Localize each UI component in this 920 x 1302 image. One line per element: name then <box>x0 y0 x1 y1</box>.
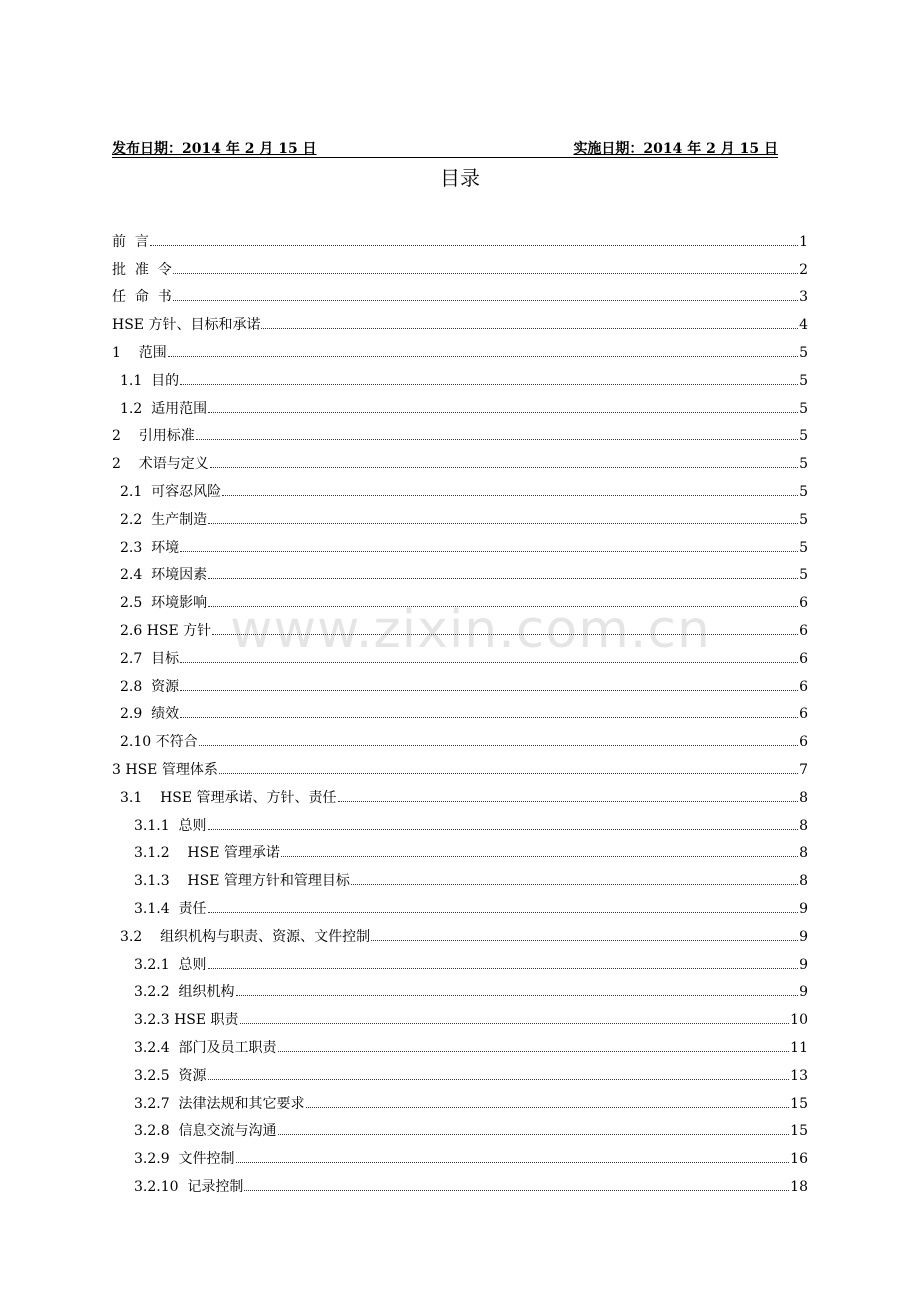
toc-leader-dots <box>278 1050 790 1052</box>
toc-entry-page: 16 <box>790 1151 808 1168</box>
toc-entry-page: 6 <box>799 678 808 695</box>
toc-entry-label: 3.1.4 责任 <box>134 900 207 917</box>
toc-entry[interactable] <box>112 611 808 639</box>
toc-leader-dots <box>180 383 798 385</box>
toc-leader-dots <box>236 994 799 996</box>
toc-entry-page: 6 <box>799 650 808 667</box>
toc-entry[interactable] <box>112 1167 808 1195</box>
toc-entry-label: 3.2.7 法律法规和其它要求 <box>134 1095 305 1112</box>
toc-entry-page: 7 <box>799 761 808 778</box>
toc-entry-page: 8 <box>799 845 808 862</box>
toc-leader-dots <box>208 577 798 579</box>
toc-leader-dots <box>168 355 798 357</box>
toc-entry[interactable] <box>112 556 808 584</box>
toc-leader-dots <box>306 1106 790 1108</box>
toc-entry[interactable] <box>112 889 808 917</box>
toc-entry-page: 4 <box>799 317 808 334</box>
toc-entry[interactable] <box>112 250 808 278</box>
toc-entry-page: 3 <box>799 289 808 306</box>
toc-entry[interactable] <box>112 472 808 500</box>
toc-entry[interactable] <box>112 1084 808 1112</box>
toc-entry[interactable] <box>112 361 808 389</box>
toc-leader-dots <box>240 1022 790 1024</box>
toc-entry[interactable] <box>112 583 808 611</box>
table-of-contents <box>112 222 808 1195</box>
watermark: www.zixin.com.cn <box>230 600 711 660</box>
effective-date: 实施日期：2014 年 2 月 15 日 <box>573 141 778 157</box>
toc-leader-dots <box>199 744 798 746</box>
toc-entry-label: 批 准 令 <box>112 261 172 278</box>
toc-entry[interactable] <box>112 778 808 806</box>
toc-entry-page: 5 <box>799 539 808 556</box>
toc-entry-page: 5 <box>799 400 808 417</box>
toc-entry-label: 3.2.5 资源 <box>134 1067 207 1084</box>
toc-entry-label: 2.8 资源 <box>120 678 180 695</box>
toc-entry-label: 2.9 绩效 <box>120 706 180 723</box>
toc-entry[interactable] <box>112 750 808 778</box>
toc-entry-label: 3.2.8 信息交流与沟通 <box>134 1123 277 1140</box>
toc-entry-page: 5 <box>799 567 808 584</box>
toc-entry[interactable] <box>112 278 808 306</box>
toc-entry[interactable] <box>112 1000 808 1028</box>
toc-entry-label: 2.2 生产制造 <box>120 511 208 528</box>
toc-entry-label: 3.2.9 文件控制 <box>134 1151 235 1168</box>
toc-leader-dots <box>180 716 798 718</box>
toc-entry[interactable] <box>112 973 808 1001</box>
toc-entry-label: 2.5 环境影响 <box>120 595 208 612</box>
toc-leader-dots <box>261 327 798 329</box>
toc-leader-dots <box>180 661 798 663</box>
toc-entry-label: 2 术语与定义 <box>112 456 209 473</box>
toc-entry-page: 1 <box>799 233 808 250</box>
toc-leader-dots <box>278 1133 790 1135</box>
toc-leader-dots <box>351 883 798 885</box>
toc-entry[interactable] <box>112 222 808 250</box>
toc-entry[interactable] <box>112 528 808 556</box>
toc-leader-dots <box>180 689 798 691</box>
toc-entry-page: 5 <box>799 456 808 473</box>
toc-entry-page: 9 <box>799 984 808 1001</box>
toc-entry[interactable] <box>112 695 808 723</box>
toc-leader-dots <box>173 272 798 274</box>
toc-entry-label: 1.1 目的 <box>120 372 180 389</box>
toc-leader-dots <box>208 828 799 830</box>
toc-entry-label: 3.2 组织机构与职责、资源、文件控制 <box>120 928 371 945</box>
toc-entry-page: 8 <box>799 789 808 806</box>
toc-leader-dots <box>150 244 798 246</box>
toc-leader-dots <box>208 967 799 969</box>
toc-entry-page: 6 <box>799 706 808 723</box>
toc-leader-dots <box>173 299 798 301</box>
toc-leader-dots <box>208 1078 790 1080</box>
toc-leader-dots <box>208 605 798 607</box>
toc-entry-page: 9 <box>799 900 808 917</box>
toc-leader-dots <box>222 494 798 496</box>
toc-entry-page: 5 <box>799 428 808 445</box>
toc-entry-label: 3.2.2 组织机构 <box>134 984 235 1001</box>
toc-entry[interactable] <box>112 945 808 973</box>
toc-entry-page: 15 <box>790 1123 808 1140</box>
toc-entry-label: 2.6 HSE 方针 <box>120 622 212 639</box>
toc-entry-page: 8 <box>799 873 808 890</box>
toc-entry-label: 任 命 书 <box>112 289 172 306</box>
toc-entry-page: 11 <box>790 1039 808 1056</box>
toc-entry-label: 3.2.4 部门及员工职责 <box>134 1039 277 1056</box>
toc-entry-page: 18 <box>790 1178 808 1195</box>
toc-leader-dots <box>244 1189 789 1191</box>
toc-entry[interactable] <box>112 917 808 945</box>
toc-leader-dots <box>208 411 798 413</box>
toc-entry-label: 2.3 环境 <box>120 539 180 556</box>
toc-entry[interactable] <box>112 639 808 667</box>
toc-entry[interactable] <box>112 389 808 417</box>
toc-entry-page: 6 <box>799 595 808 612</box>
toc-entry[interactable] <box>112 722 808 750</box>
toc-entry[interactable] <box>112 806 808 834</box>
toc-leader-dots <box>236 1161 790 1163</box>
toc-leader-dots <box>219 772 798 774</box>
toc-entry-label: 3.1.2 HSE 管理承诺 <box>134 845 280 862</box>
toc-entry-page: 2 <box>799 261 808 278</box>
toc-leader-dots <box>212 633 798 635</box>
toc-entry[interactable] <box>112 861 808 889</box>
toc-entry-label: 1.2 适用范围 <box>120 400 208 417</box>
toc-entry-label: 3.2.1 总则 <box>134 956 207 973</box>
toc-entry[interactable] <box>112 1112 808 1140</box>
toc-entry-page: 8 <box>799 817 808 834</box>
toc-leader-dots <box>208 522 798 524</box>
toc-entry[interactable] <box>112 834 808 862</box>
toc-entry[interactable] <box>112 1056 808 1084</box>
toc-entry[interactable] <box>112 1139 808 1167</box>
toc-leader-dots <box>371 939 798 941</box>
toc-entry-page: 6 <box>799 734 808 751</box>
toc-leader-dots <box>196 438 798 440</box>
toc-entry[interactable] <box>112 444 808 472</box>
toc-entry-label: 3.2.10 记录控制 <box>134 1178 244 1195</box>
toc-entry-page: 10 <box>790 1012 808 1029</box>
toc-entry-label: 3.1.1 总则 <box>134 817 207 834</box>
toc-leader-dots <box>338 800 799 802</box>
toc-entry-label: HSE 方针、目标和承诺 <box>112 317 261 334</box>
toc-entry-page: 5 <box>799 344 808 361</box>
toc-entry-label: 前 言 <box>112 233 149 250</box>
toc-entry[interactable] <box>112 500 808 528</box>
toc-entry-page: 5 <box>799 372 808 389</box>
toc-leader-dots <box>281 855 798 857</box>
toc-entry-page: 6 <box>799 622 808 639</box>
toc-entry-page: 9 <box>799 928 808 945</box>
document-header <box>112 137 778 158</box>
toc-entry-label: 3 HSE 管理体系 <box>112 761 218 778</box>
toc-entry-label: 2.4 环境因素 <box>120 567 208 584</box>
toc-entry-page: 5 <box>799 483 808 500</box>
toc-entry[interactable] <box>112 417 808 445</box>
toc-entry-label: 3.1 HSE 管理承诺、方针、责任 <box>120 789 337 806</box>
toc-entry-label: 2.7 目标 <box>120 650 180 667</box>
page-title: 目录 <box>440 166 480 190</box>
toc-entry-label: 2.1 可容忍风险 <box>120 483 222 500</box>
toc-entry[interactable] <box>112 1028 808 1056</box>
toc-entry[interactable] <box>112 333 808 361</box>
toc-entry-page: 13 <box>790 1067 808 1084</box>
toc-entry-label: 1 范围 <box>112 344 167 361</box>
toc-leader-dots <box>208 911 799 913</box>
toc-leader-dots <box>210 466 798 468</box>
toc-leader-dots <box>180 550 798 552</box>
toc-entry-page: 9 <box>799 956 808 973</box>
toc-entry-page: 15 <box>790 1095 808 1112</box>
toc-entry-label: 2.10 不符合 <box>120 734 198 751</box>
toc-entry-label: 2 引用标准 <box>112 428 195 445</box>
publish-date: 发布日期：2014 年 2 月 15 日 <box>112 141 317 157</box>
toc-entry-label: 3.1.3 HSE 管理方针和管理目标 <box>134 873 350 890</box>
toc-entry-label: 3.2.3 HSE 职责 <box>134 1012 239 1029</box>
toc-entry[interactable] <box>112 305 808 333</box>
toc-entry-page: 5 <box>799 511 808 528</box>
toc-entry[interactable] <box>112 667 808 695</box>
